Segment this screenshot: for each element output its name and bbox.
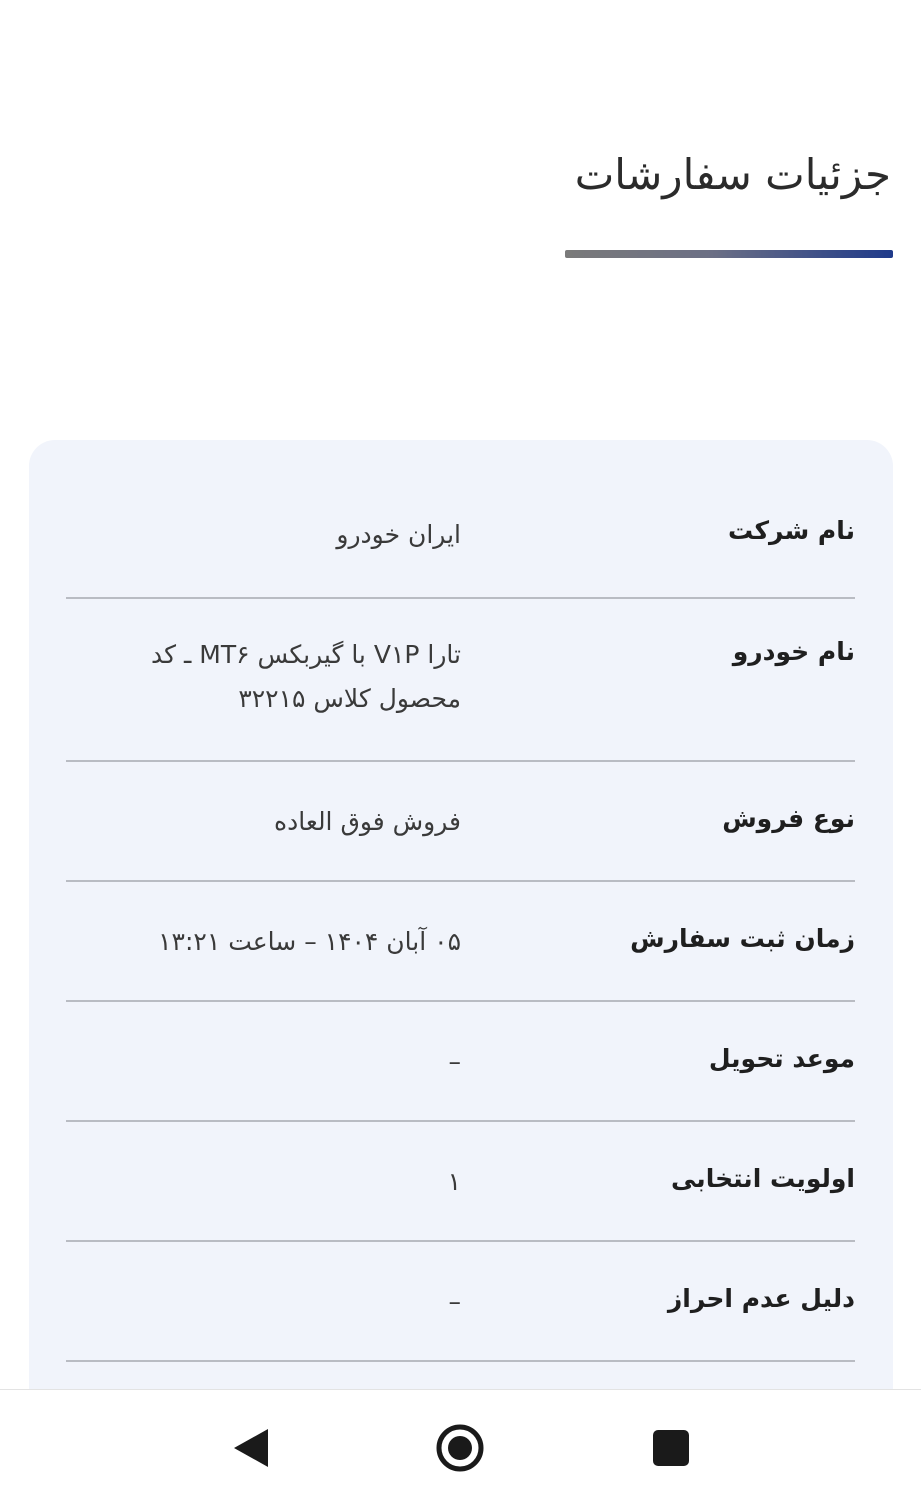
detail-value: ۱ [447, 1167, 461, 1196]
detail-label: نام خودرو [732, 637, 855, 666]
detail-row-rejection-reason [66, 1242, 855, 1362]
detail-value: ایران خودرو [336, 520, 461, 549]
detail-row-delivery-date [66, 1002, 855, 1122]
back-button[interactable] [222, 1418, 282, 1478]
detail-value: تارا V۱P با گیربکس MT۶ ـ کد محصول کلاس ۳۲۲۱۵ [151, 640, 461, 713]
detail-value: – [448, 1047, 461, 1076]
detail-label: دلیل عدم احراز [667, 1284, 855, 1313]
detail-row-sale-type [66, 762, 855, 882]
detail-label: زمان ثبت سفارش [630, 924, 855, 953]
detail-value: فروش فوق العاده [274, 807, 461, 836]
detail-row-company [66, 440, 855, 599]
page-title: جزئیات سفارشات [574, 150, 891, 199]
system-navigation-bar [0, 1389, 921, 1501]
detail-value: – [448, 1287, 461, 1316]
back-triangle-icon [222, 1418, 282, 1478]
detail-row-car [66, 599, 855, 762]
order-details-card [29, 440, 893, 1440]
recents-square-icon [641, 1418, 701, 1478]
recents-button[interactable] [641, 1418, 701, 1478]
detail-label: نام شرکت [728, 516, 855, 545]
detail-label: موعد تحویل [708, 1044, 855, 1073]
title-underline [565, 250, 893, 258]
detail-value: ۰۵ آبان ۱۴۰۴ – ساعت ۱۳:۲۱ [158, 927, 461, 956]
detail-row-order-time [66, 882, 855, 1002]
detail-row-priority [66, 1122, 855, 1242]
detail-label: اولویت انتخابی [671, 1164, 855, 1193]
home-circle-icon [430, 1418, 490, 1478]
home-button[interactable] [430, 1418, 490, 1478]
detail-label: نوع فروش [722, 804, 855, 833]
